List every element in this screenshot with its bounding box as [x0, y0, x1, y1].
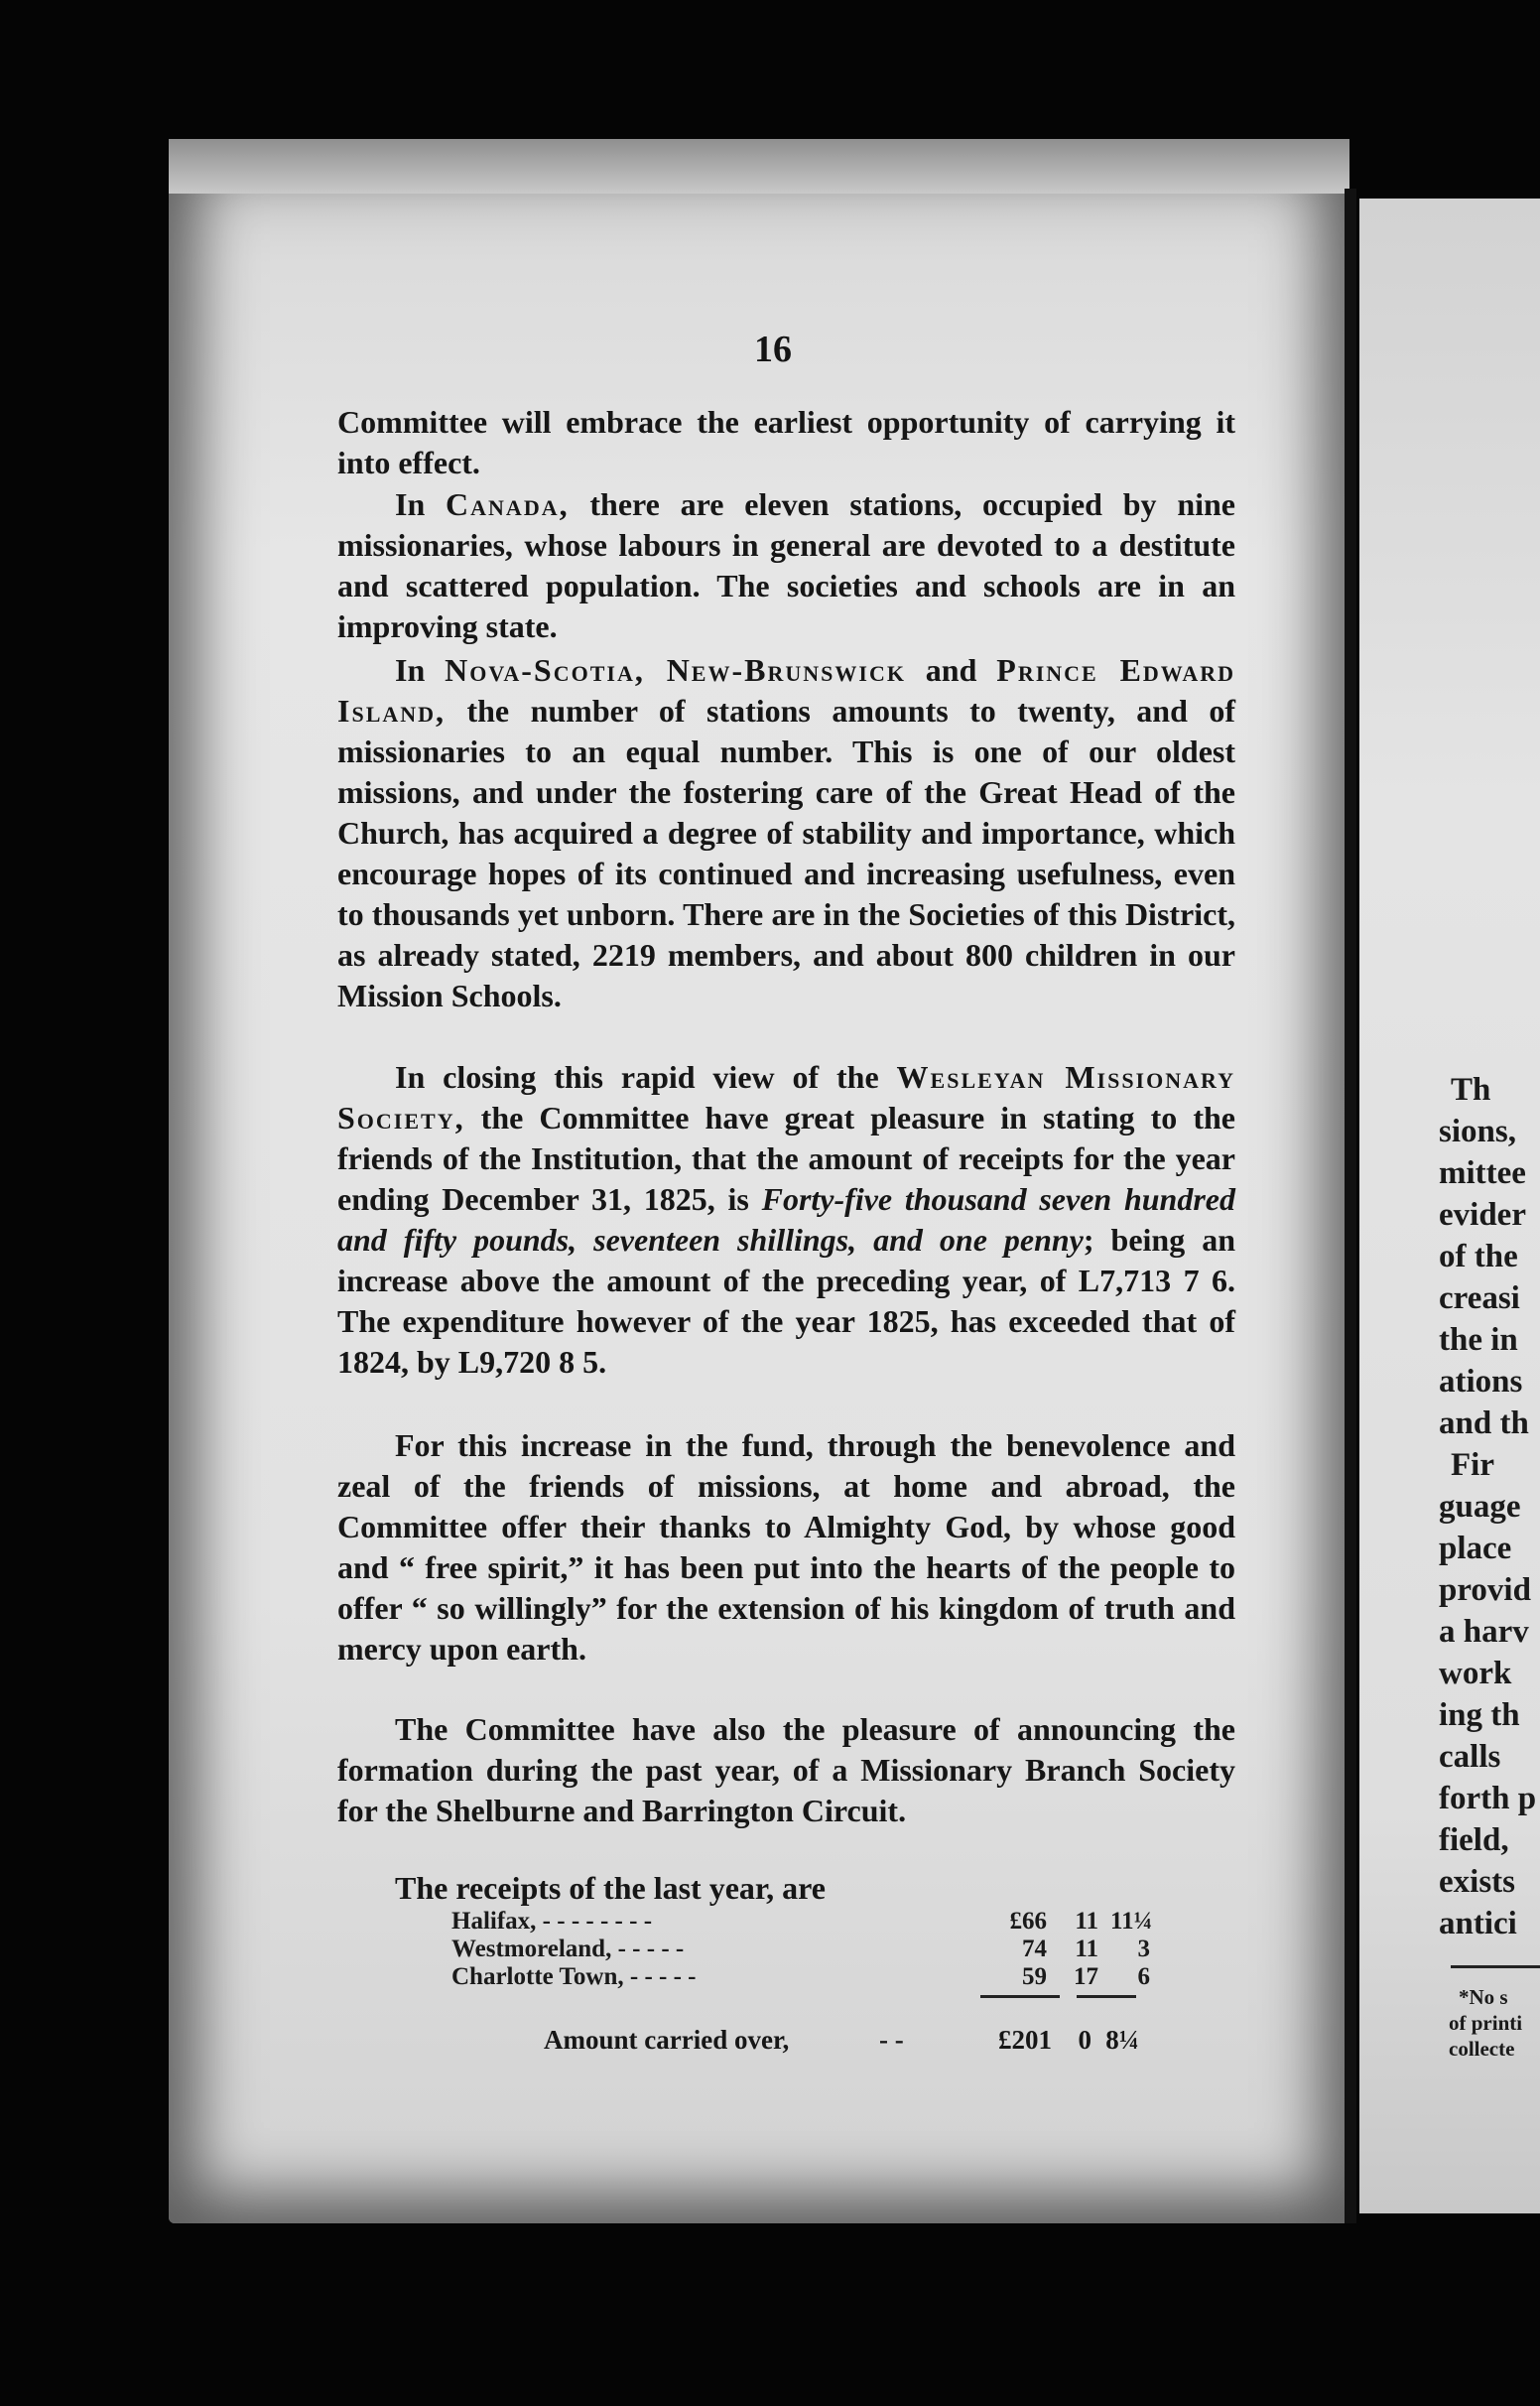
text-run: the number of stations amounts to twenty, and of missionaries to an equal number. This is one of our oldest missions, and under the fostering care of the Great Head of the Church, has acquired a degree of stability and importance, which encourage hopes of its continued and increasing usefulness, even to thousands yet unborn. There are in the Societies of this District, as already stated, 2219 members, and about 800 children in our Mission Schools. — [337, 693, 1235, 1013]
adjacent-line: calls — [1439, 1739, 1501, 1775]
text-run: In — [395, 486, 447, 522]
adjacent-line: exists — [1439, 1864, 1515, 1900]
adjacent-page — [1359, 199, 1540, 2213]
receipt-pence: 3 — [1137, 1936, 1150, 1962]
total-label: Amount carried over, — [544, 2025, 790, 2055]
adjacent-footnote-line: *No s — [1459, 1985, 1508, 2009]
receipt-pence: 6 — [1137, 1963, 1150, 1990]
adjacent-line: ations — [1439, 1364, 1523, 1400]
text-run: the Committee have great pleasure in stating to the friends of the Institution, that the amount of receipts for the year ending December 31, 1825, is — [337, 1100, 1235, 1217]
paragraph-thanks: For this increase in the fund, through the benevolence and zeal of the friends of missions, at home and abroad, the Committee offer their thanks to Almighty God, by whose good and “ free spirit,” it has been put into the hearts of the people to offer “ so willingly” for the extension of his kingdom of truth and mercy upon earth. — [337, 1427, 1235, 1667]
paragraph-receipts-summary — [337, 1057, 1235, 1383]
text-run: In — [395, 652, 446, 688]
total-pence: 8¼ — [1105, 2025, 1139, 2055]
sum-rule — [980, 1995, 1060, 1998]
adjacent-line: work — [1439, 1656, 1512, 1691]
adjacent-line: ing th — [1439, 1697, 1520, 1733]
receipt-name: Charlotte Town, - - - - - — [451, 1963, 697, 1990]
receipts-amount-words: Forty-five thousand seven hundred and fifty pounds, seventeen shillings, and one penny — [337, 1181, 1236, 1258]
adjacent-line: of the — [1439, 1239, 1518, 1274]
paragraph-continuation: Committee will embrace the earliest opportunity of carrying it into effect. — [337, 404, 1235, 480]
adjacent-line: antici — [1439, 1906, 1517, 1941]
adjacent-line: evider — [1439, 1197, 1526, 1233]
paragraph-nova-scotia — [337, 650, 1235, 1016]
adjacent-footnote-line: of printi — [1449, 2011, 1523, 2035]
adjacent-line: place — [1439, 1531, 1512, 1566]
page-top-edge — [169, 139, 1349, 194]
society-name: Wesleyan Missionary Society, — [337, 1059, 1235, 1136]
receipt-row — [451, 1908, 1166, 1938]
adjacent-line: Fir — [1451, 1447, 1494, 1483]
receipt-pence: 11¼ — [1110, 1908, 1153, 1935]
adjacent-line: guage — [1439, 1489, 1521, 1525]
receipt-row — [451, 1936, 1166, 1965]
paragraph-canada — [337, 484, 1235, 647]
text-run: there are eleven stations, occupied by nine missionaries, whose labours in general are devoted to a destitute and scattered population. The societies and schools are in an improving state. — [337, 486, 1236, 644]
receipt-pounds: £66 — [1009, 1908, 1047, 1935]
page-number: 16 — [754, 329, 792, 370]
book-gutter — [1345, 189, 1356, 2223]
adjacent-footnote-line: collecte — [1449, 2037, 1515, 2061]
adjacent-line: and th — [1439, 1405, 1529, 1441]
receipts-heading: The receipts of the last year, are — [395, 1870, 826, 1906]
total-shillings: 0 — [1078, 2025, 1091, 2055]
adjacent-line: a harv — [1439, 1614, 1529, 1650]
receipt-shillings: 11 — [1075, 1936, 1098, 1962]
receipts-total-row — [544, 2025, 1179, 2059]
place-name-nova-scotia: Nova-Scotia, New-Brunswick — [445, 652, 906, 688]
text-run: ; being an increase above the amount of the preceding year, of L7,713 7 6. The expenditure however of the year 1825, has exceeded that of 1824, by L9,720 8 5. — [337, 1222, 1236, 1380]
sum-rule — [1077, 1995, 1136, 1998]
receipt-name: Halifax, - - - - - - - - — [451, 1908, 653, 1935]
receipt-pounds: 59 — [1022, 1963, 1047, 1990]
text-run: and — [905, 652, 997, 688]
footnote-rule — [1451, 1965, 1540, 1968]
adjacent-line: field, — [1439, 1822, 1509, 1858]
place-name-prince-edward-island: Prince Edward Island, — [337, 652, 1236, 729]
receipt-pounds: 74 — [1022, 1936, 1047, 1962]
receipt-name: Westmoreland, - - - - - — [451, 1936, 685, 1962]
receipt-row — [451, 1963, 1166, 1993]
total-dash: - - — [879, 2025, 904, 2055]
adjacent-line: mittee — [1439, 1155, 1526, 1191]
adjacent-line: Th — [1451, 1072, 1491, 1108]
receipt-shillings: 11 — [1075, 1908, 1098, 1935]
text-run: In closing this rapid view of the — [395, 1059, 897, 1095]
adjacent-line: provid — [1439, 1572, 1531, 1608]
receipt-shillings: 17 — [1074, 1963, 1098, 1990]
adjacent-line: sions, — [1439, 1114, 1516, 1149]
paragraph-branch-society: The Committee have also the pleasure of announcing the formation during the past year, of a Missionary Branch Society for the Shelburne and Barrington Circuit. — [337, 1711, 1235, 1828]
adjacent-line: forth p — [1439, 1781, 1537, 1816]
total-pounds: £201 — [998, 2025, 1052, 2055]
adjacent-line: creasi — [1439, 1280, 1520, 1316]
adjacent-line: the in — [1439, 1322, 1518, 1358]
place-name-canada: Canada, — [446, 486, 570, 522]
